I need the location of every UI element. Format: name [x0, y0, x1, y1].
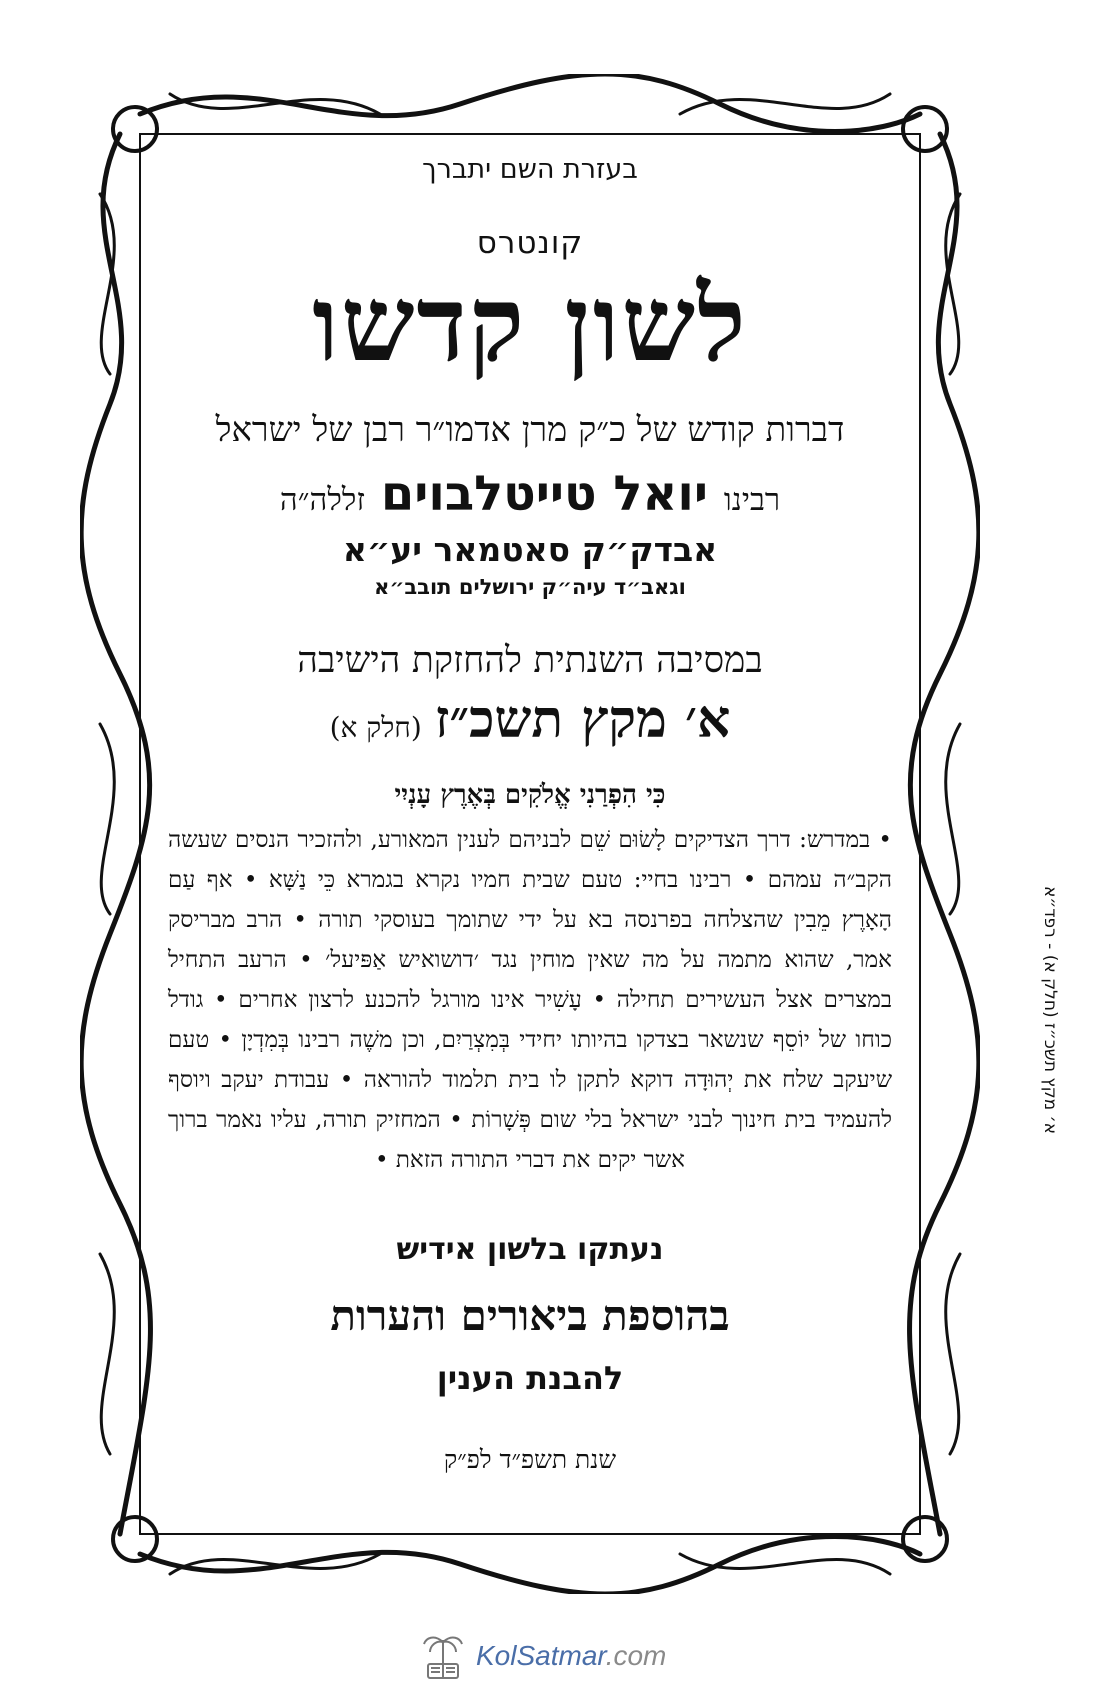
kolsatmar-logo [420, 1630, 666, 1682]
logo-brand: KolSatmar [476, 1640, 606, 1671]
understanding-line: להבנת הענין [436, 1359, 624, 1398]
palm-tree-book-icon [420, 1630, 466, 1682]
occasion-line: במסיבה השנתית להחזקת הישיבה [297, 640, 763, 682]
main-title: לשון קדשו [312, 262, 748, 385]
subtitle: דברות קודש של כ״ק מרן אדמו״ר רבן של ישראל [215, 410, 845, 451]
side-running-title: א׳ מקץ תשכ״ז (חלק א) - רפד״א [1040, 885, 1060, 1135]
part-label: (חלק א) [329, 711, 422, 745]
additions-line: בהוספת ביאורים והערות [330, 1291, 730, 1341]
logo-wordmark [476, 1640, 666, 1672]
rebbe-prefix: רבינו [723, 482, 781, 519]
abdk-line: אבדק״ק סאטמאר יע״א [342, 530, 718, 570]
year-line: שנת תשפ״ד לפ״ק [443, 1445, 617, 1475]
jerusalem-line: וגאב״ד עיה״ק ירושלים תובב״א [374, 575, 686, 600]
date-text: א׳ מקץ תשכ״ז [434, 689, 731, 751]
rebbe-suffix: זללה״ה [279, 482, 365, 519]
rebbe-name-line [150, 466, 910, 522]
title-page-content [150, 150, 910, 1475]
rebbe-name: יואל טייטלבוים [380, 466, 708, 523]
summary-paragraph: • במדרש: דרך הצדיקים לָשׂוּם שֵׁם לבניהם לענין המאורע, ולהזכיר הנסים שעשה הקב״ה עמהם • רבינו בחיי: טעם שבית חמיו נקרא בגמרא כֵּי נַשָּׁא • אף עַם הָאָרֶץ מֵבִין שהצלחה בפרנסה בא על ידי שתומך בעוסקי תורה • הרב מבריסק אמר, שהוא מתמה על מה שאין מוחין נגד ׳דושואיש אַפּיעל׳ • הרעב התחיל במצרים אצל העשירים תחילה • עָשִׁיר אינו מורגל להכנע לרצון אחרים • גודל כוחו של יוֹסֵף שנשאר בצדקו בהיותו יחידי בְּמִצְרַיִם, וכן משֶׁה רבינו בְּמִדְיָן • טעם שיעקב שלח את יְהוּדָה דוקא לתקן לו בית תלמוד להוראה • עבודת יעקב ויוסף להעמיד בית חינוך לבני ישראל בלי שום פְּשָׁרוֹת • המחזיק תורה, עליו נאמר ברוך אשר יקים את דברי התורה הזאת • [168, 827, 892, 1174]
verse-heading: כִּי הִפְרַנִי אֱלֹקִים בְּאֶרֶץ עָנְיִי [394, 780, 666, 811]
blessing-heading: בעזרת השם יתברך [422, 154, 638, 185]
kuntres-label: קונטרס [476, 225, 584, 261]
date-title [150, 689, 910, 750]
logo-tld: .com [605, 1640, 667, 1671]
translated-line: נעתקו בלשון אידיש [396, 1232, 664, 1268]
